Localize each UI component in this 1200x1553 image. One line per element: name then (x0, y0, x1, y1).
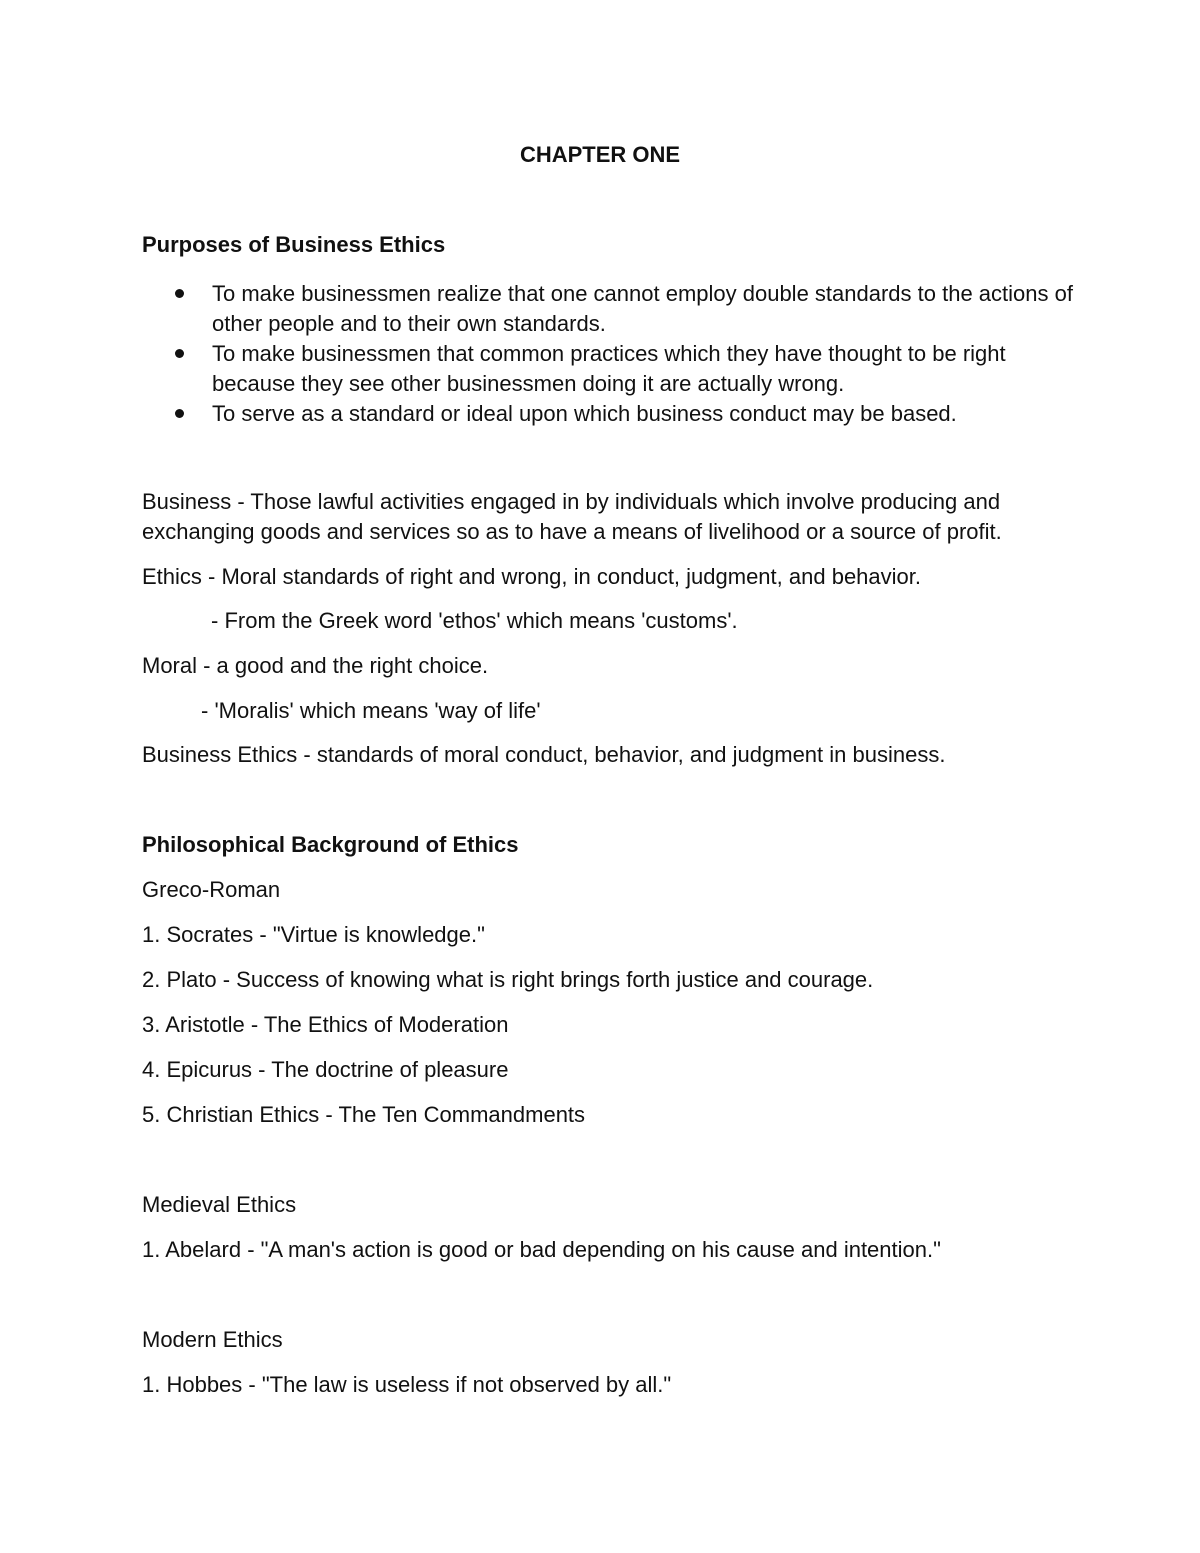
definition-business-ethics: Business Ethics - standards of moral conduct, behavior, and judgment in business. (142, 742, 946, 767)
modern-label: Modern Ethics (142, 1327, 283, 1352)
purposes-list (142, 279, 1082, 429)
philosophy-heading: Philosophical Background of Ethics (142, 832, 519, 857)
definition-moral-note: - 'Moralis' which means 'way of life' (201, 698, 541, 723)
list-item-text: To make businessmen that common practices which they have thought to be right because they see other businessmen doing it are actually wrong. (212, 341, 1006, 396)
list-item: 1. Hobbes - "The law is useless if not observed by all." (142, 1372, 672, 1397)
greco-roman-label: Greco-Roman (142, 877, 281, 902)
list-item (142, 279, 1082, 339)
medieval-label: Medieval Ethics (142, 1192, 297, 1217)
list-item: 5. Christian Ethics - The Ten Commandments (142, 1102, 586, 1127)
chapter-title: CHAPTER ONE (519, 142, 681, 167)
list-item-text: To serve as a standard or ideal upon which business conduct may be based. (212, 401, 957, 426)
list-item-text: To make businessmen realize that one cannot employ double standards to the actions of other people and to their own standards. (212, 281, 1073, 336)
definition-business: Business - Those lawful activities engaged in by individuals which involve producing and exchanging goods and services so as to have a means of livelihood or a source of profit. (142, 489, 1002, 544)
definition-moral: Moral - a good and the right choice. (142, 653, 489, 678)
bullet-icon (175, 409, 184, 418)
list-item (142, 339, 1082, 399)
list-item: 1. Abelard - "A man's action is good or bad depending on his cause and intention." (142, 1237, 941, 1262)
bullet-icon (175, 349, 184, 358)
bullet-icon (175, 289, 184, 298)
list-item (142, 399, 1082, 429)
list-item: 4. Epicurus - The doctrine of pleasure (142, 1057, 509, 1082)
purposes-heading: Purposes of Business Ethics (142, 232, 446, 257)
list-item: 1. Socrates - "Virtue is knowledge." (142, 922, 485, 947)
definition-ethics: Ethics - Moral standards of right and wrong, in conduct, judgment, and behavior. (142, 564, 921, 589)
list-item: 3. Aristotle - The Ethics of Moderation (142, 1012, 509, 1037)
list-item: 2. Plato - Success of knowing what is right brings forth justice and courage. (142, 967, 874, 992)
definition-ethics-note: - From the Greek word 'ethos' which means 'customs'. (211, 608, 738, 633)
